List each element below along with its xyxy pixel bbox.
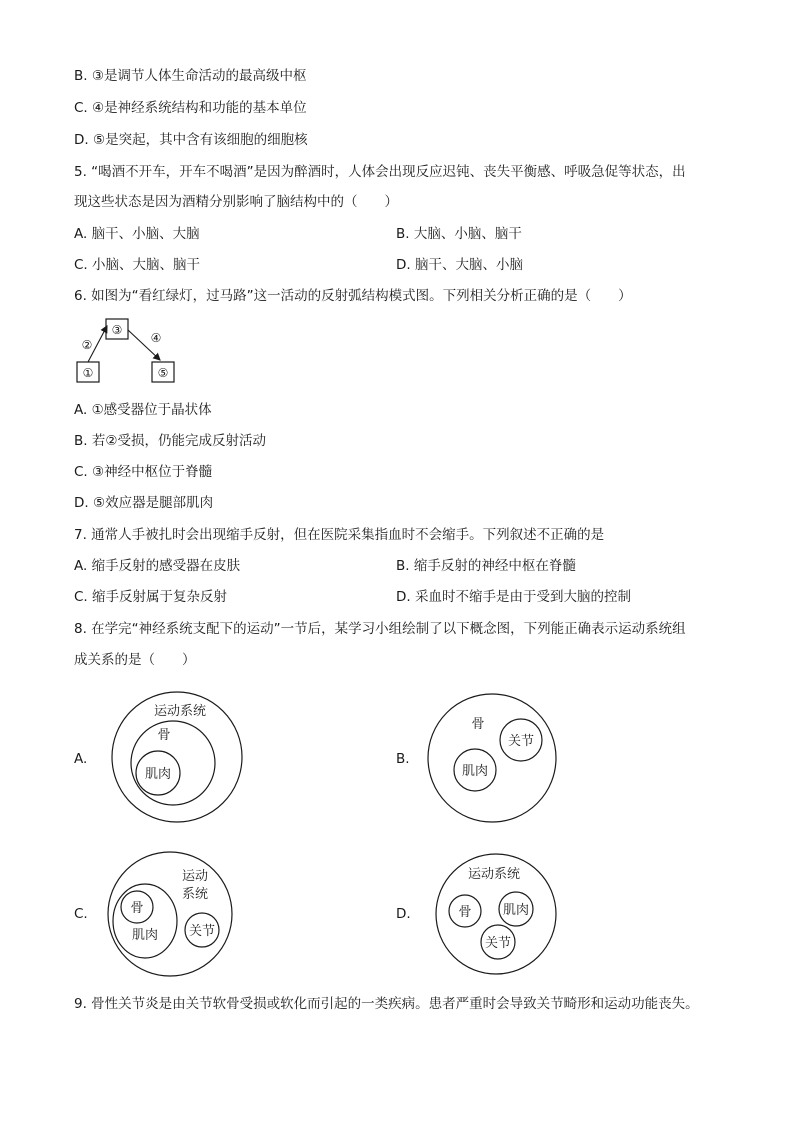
outer-label-line2: 系统 [181,887,209,902]
q5-option-a: A. 脑干、小脑、大脑 [74,226,200,242]
side-circle-label: 关节 [188,924,216,939]
q8-stem-line2: 成关系的是（ ） [74,652,196,668]
circle-1-label: 骨 [458,905,472,920]
q4-option-c: C. ④是神经系统结构和功能的基本单位 [74,100,307,116]
label-4: ④ [150,331,162,345]
label-3: ③ [111,323,123,337]
q6-option-d: D. ⑤效应器是腿部肌肉 [74,495,214,511]
small-circle-label: 骨 [130,901,144,916]
label-1: ① [82,366,94,380]
q8-fig-a-label: A. [74,751,88,767]
q7-option-d: D. 采血时不缩手是由于受到大脑的控制 [396,589,631,605]
q5-stem-line2: 现这些状态是因为酒精分别影响了脑结构中的（ ） [74,194,398,210]
concept-map-d [432,850,562,980]
q7-option-a: A. 缩手反射的感受器在皮肤 [74,558,241,574]
middle-label: 骨 [157,728,171,743]
circle-2-label: 肌肉 [461,764,489,779]
q6-option-c: C. ③神经中枢位于脊髓 [74,464,213,480]
q5-stem-line1: 5. “喝酒不开车，开车不喝酒”是因为醉酒时，人体会出现反应迟钝、丧失平衡感、呼吸急促等状态，出 [74,164,686,180]
q7-stem: 7. 通常人手被扎时会出现缩手反射，但在医院采集指血时不会缩手。下列叙述不正确的是 [74,527,605,543]
q5-option-c: C. 小脑、大脑、脑干 [74,257,201,273]
q4-option-d: D. ⑤是突起，其中含有该细胞的细胞核 [74,132,308,148]
q6-stem: 6. 如图为“看红绿灯，过马路”这一活动的反射弧结构模式图。下列相关分析正确的是（ ） [74,288,632,304]
q7-option-b: B. 缩手反射的神经中枢在脊髓 [396,558,576,574]
q8-fig-c-label: C. [74,906,88,922]
q5-option-d: D. 脑干、大脑、小脑 [396,257,523,273]
concept-map-b [424,690,560,826]
inner-label: 肌肉 [144,767,172,782]
concept-map-c [105,850,235,980]
label-5: ⑤ [157,366,169,380]
q8-fig-b-label: B. [396,751,410,767]
q5-option-b: B. 大脑、小脑、脑干 [396,226,522,242]
outer-circle [108,852,232,976]
outer-label-line1: 运动 [181,869,209,884]
label-2: ② [81,338,93,352]
q7-option-c: C. 缩手反射属于复杂反射 [74,589,228,605]
outer-label: 运动系统 [153,704,207,719]
circle-2-label: 肌肉 [502,903,530,918]
q8-stem-line1: 8. 在学完“神经系统支配下的运动”一节后，某学习小组绘制了以下概念图，下列能正确表示运动系统组 [74,621,686,637]
circle-3-label: 关节 [484,936,512,951]
q6-option-b: B. 若②受损，仍能完成反射活动 [74,433,266,449]
concept-map-a [108,688,248,828]
reflex-arc-diagram [74,316,186,388]
q8-fig-d-label: D. [396,906,411,922]
q4-option-b: B. ③是调节人体生命活动的最高级中枢 [74,68,307,84]
middle-circle [131,721,215,805]
large-inner-label: 肌肉 [131,928,159,943]
q9-stem: 9. 骨性关节炎是由关节软骨受损或软化而引起的一类疾病。患者严重时会导致关节畸形和运动功能丧失。 [74,996,699,1012]
outer-label: 骨 [471,717,485,732]
outer-label: 运动系统 [467,867,521,882]
q6-option-a: A. ①感受器位于晶状体 [74,402,212,418]
circle-1-label: 关节 [507,734,535,749]
